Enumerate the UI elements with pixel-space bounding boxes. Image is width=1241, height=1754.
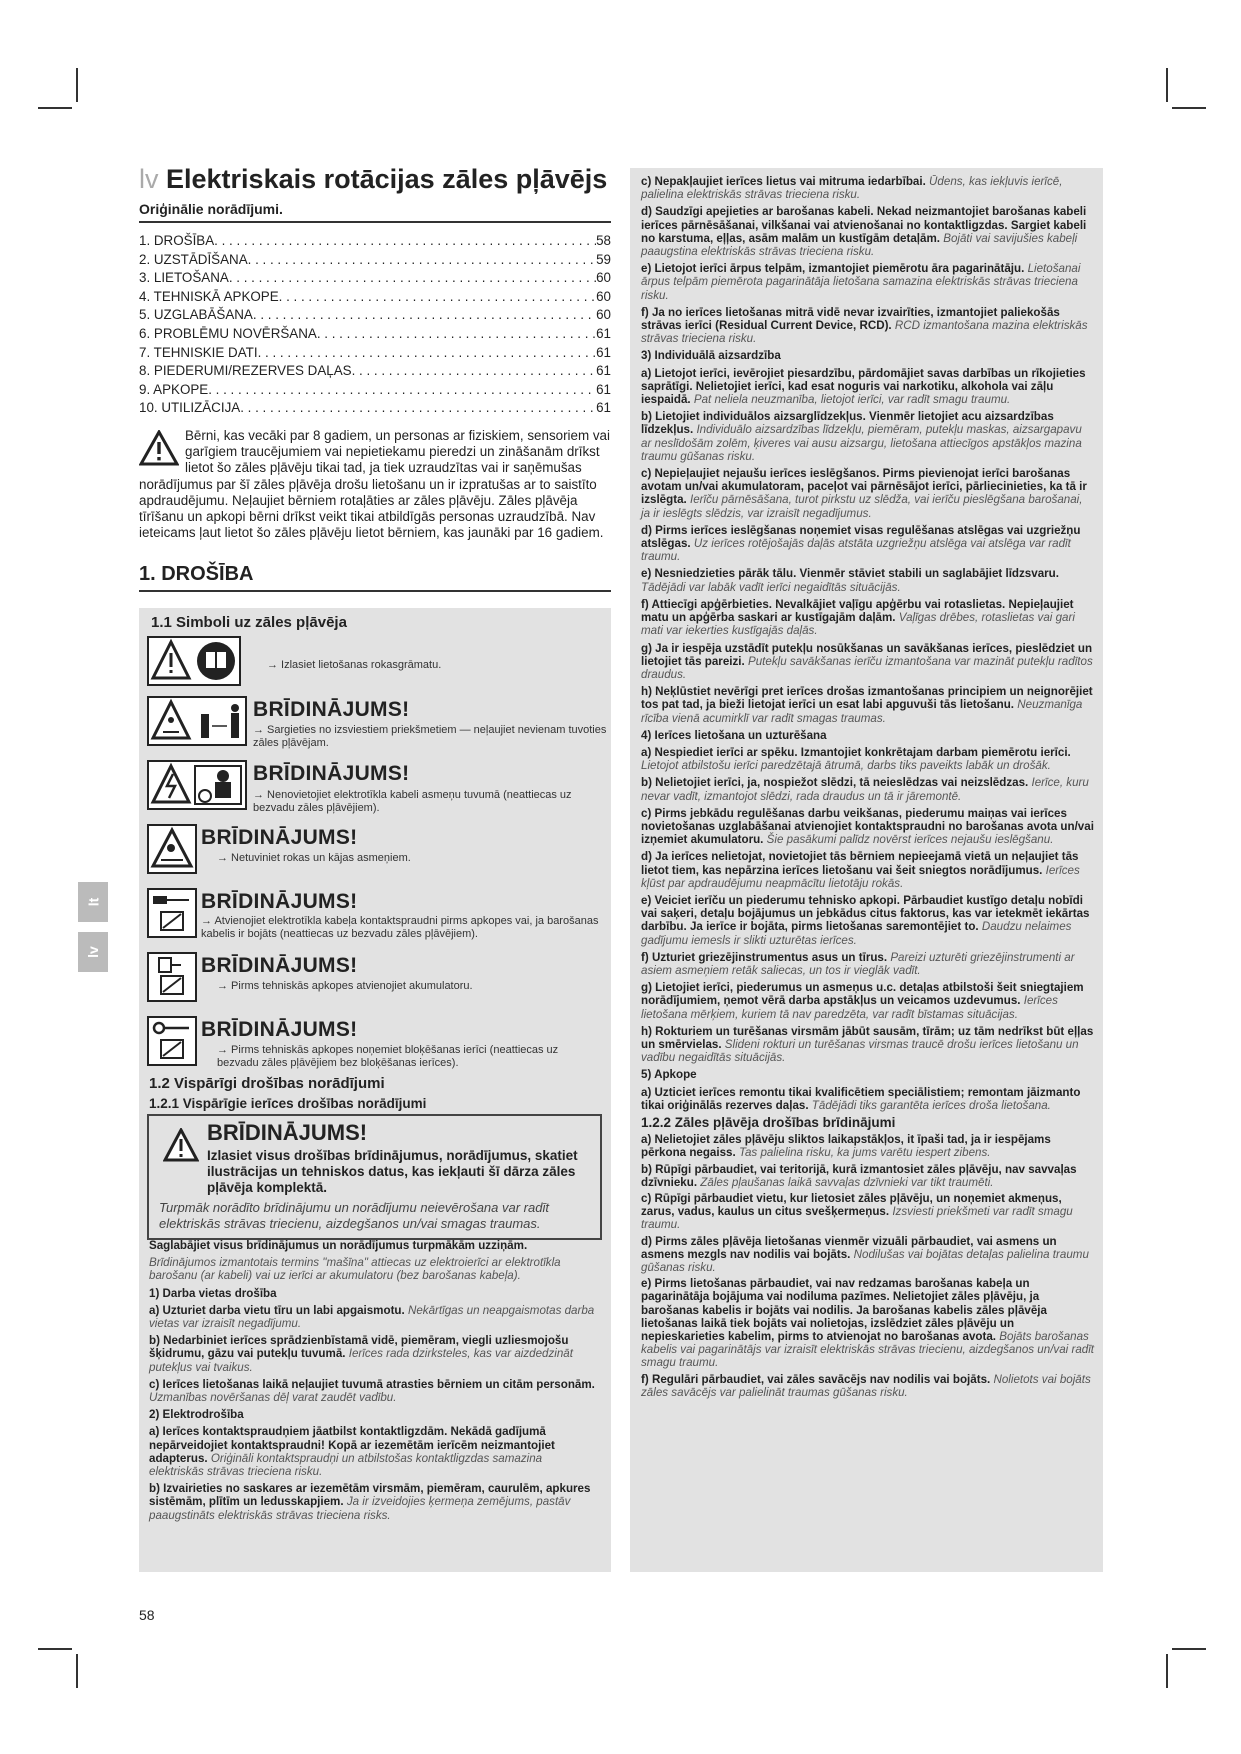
- lang-tab-lt[interactable]: lt: [78, 882, 108, 922]
- paragraph: [641, 1086, 1094, 1112]
- toc-label: 5. UZGLABĀŠANA: [139, 307, 253, 323]
- paragraph-bold: d) Saudzīgi apejieties ar barošanas kabeli. Nekad neizmantojiet barošanas kabeli ierīces pārnēsāšanai, vilkšanai vai atvienošanai no kontaktligzdas. Sargiet kabeli no karstuma, eļļas, asām malām un kustīgām detaļām.: [641, 205, 1087, 245]
- paragraph-italic: Nodilušas vai bojātas detaļas palielina traumu gūšanas risku.: [641, 1247, 1089, 1275]
- paragraph: [149, 1425, 599, 1478]
- paragraph: [641, 746, 1094, 772]
- paragraph: [149, 1334, 599, 1374]
- toc-leader: [229, 269, 596, 288]
- crop-mark: [76, 68, 78, 102]
- paragraph-italic: Slideni rokturi un turēšanas virsmas traucē drošu ierīces lietošanu un vadību negaidītās situācijās.: [641, 1037, 1079, 1065]
- subheading-general: 1.2 Vispārīgi drošības norādījumi: [149, 1075, 385, 1092]
- paragraph: [641, 367, 1094, 407]
- paragraph-italic: Nolietots vai bojāts zāles savācējs var palielināt traumas gūšanas risku.: [641, 1372, 1091, 1399]
- paragraph: [641, 349, 1094, 362]
- paragraph-bold: Saglabājiet visus brīdinājumus un norādījumus turpmākām uzziņām.: [149, 1239, 528, 1252]
- symbol-battery: [147, 952, 197, 1002]
- paragraph-bold: g) Lietojiet ierīci, piederumus un asmeņus u.c. detaļas atbilstoši šeit sniegtajiem norādījumiem, ņemot vērā darba apstākļus un veicamos uzdevumus.: [641, 981, 1084, 1008]
- paragraph-bold: e) Pirms lietošanas pārbaudiet, vai nav redzamas barošanas kabeļa un pagarinātāja bojājuma vai nodiluma pazīmes. Nelietojiet zāles pļāvēju, ja barošanas kabelis ir bojāts vai nodilis. Ja barošanas kabelis zāles pļāvēja lietošanas laikā tiek bojāts vai nolietojas, izslēdziet zāles pļāvēju un nepieskarieties kabelim, pirms to atvienojat no barošanas avota.: [641, 1277, 1047, 1344]
- toc-page: 61: [596, 325, 611, 341]
- paragraph: [641, 776, 1094, 802]
- toc-page: 59: [596, 251, 611, 267]
- paragraph-bold: c) Nepakļaujiet ierīces lietus vai mitruma iedarbībai.: [641, 175, 926, 188]
- paragraph: [641, 410, 1094, 463]
- paragraph-italic: Bojāts barošanas kabelis vai pagarinātājs var izraisīt elektriskās strāvas triecienu, aizdegšanos un/vai radīt smagu traumu.: [641, 1330, 1095, 1370]
- crop-mark: [1166, 68, 1168, 102]
- symbol-cable-blades: [147, 760, 247, 810]
- warning-title: BRĪDINĀJUMS!: [253, 762, 410, 785]
- paragraph-italic: Neuzmanīga rīcība vienā acumirklī var radīt smagas traumas.: [641, 698, 1083, 725]
- paragraph-italic: Ierīces lietošana mērķiem, kuriem tā nav paredzēta, var radīt bīstamas situācijas.: [641, 994, 1058, 1021]
- paragraph-bold: b) Izvairieties no saskares ar iezemētām virsmām, piemēram, caurulēm, apkures sistēmām, plītīm un ledusskapjiem.: [149, 1482, 591, 1509]
- toc-label: 2. UZSTĀDĪŠANA: [139, 251, 248, 267]
- symbol-text: → Nenovietojiet elektrotīkla kabeli asmeņu tuvumā (neattiecas uz bezvadu zāles pļāvējiem).: [253, 789, 572, 814]
- paragraph-bold: 5) Apkope: [641, 1068, 697, 1082]
- toc-label: 8. PIEDERUMI/REZERVES DAĻAS: [139, 363, 352, 379]
- paragraph: [641, 642, 1094, 682]
- paragraph-bold: b) Nedarbiniet ierīces sprādzienbīstamā vidē, piemēram, viegli uzliesmojošu šķidrumu, gāzu vai putekļu tuvumā.: [149, 1334, 569, 1361]
- paragraph-bold: a) Lietojot ierīci, ievērojiet piesardzību, pārdomājiet savas darbības un rīkojieties saprātīgi. Nelietojiet ierīci, kad esat noguris vai narkotiku, alkohola vai zāļu iespaidā.: [641, 366, 1086, 407]
- paragraph-italic: Vaļīgas drēbes, rotaslietas vai gari mati var iekerties kustīgajās daļās.: [641, 611, 1075, 638]
- paragraph: [641, 1373, 1094, 1399]
- toc-entry[interactable]: [139, 306, 611, 325]
- paragraph-italic: Uzmanības novēršanas dēļ varat zaudēt vadību.: [149, 1391, 397, 1405]
- paragraph: [641, 567, 1094, 593]
- symbol-text: → Izlasiet lietošanas rokasgrāmatu.: [267, 659, 442, 671]
- toc-leader: [253, 306, 596, 325]
- paragraph: [641, 598, 1094, 638]
- paragraph-bold: f) Ja no ierīces lietošanas mitrā vidē nevar izvairīties, izmantojiet paliekošās strāvas ierīci (Residual Current Device, RCD).: [641, 305, 1060, 333]
- paragraph: [641, 981, 1094, 1021]
- paragraph: [641, 306, 1094, 346]
- warning-title: BRĪDINĀJUMS!: [201, 826, 358, 849]
- paragraph-italic: Ierīces kļūst par apdraudējumu neapmācītu lietotāju rokās.: [641, 863, 1080, 890]
- paragraph-italic: Lietojot atbilstošu ierīci paredzētajā ātrumā, darbs tiks paveikts labāk un drošāk.: [641, 759, 1051, 773]
- paragraph-bold: b) Lietojiet individuālos aizsarglīdzekļus. Vienmēr lietojiet acu aizsardzības līdzekļus.: [641, 410, 1054, 437]
- paragraph: [149, 1482, 599, 1522]
- toc-entry[interactable]: [139, 381, 611, 400]
- lang-code: lv: [139, 164, 159, 194]
- paragraph-bold: 1) Darba vietas drošība: [149, 1286, 277, 1300]
- paragraph-italic: Tādējādi var labāk vadīt ierīci negaidītās situācijās.: [641, 580, 901, 594]
- subtitle: Oriģinālie norādījumi.: [139, 201, 611, 223]
- paragraph: [641, 1025, 1094, 1065]
- paragraph-bold: a) Uzticiet ierīces remontu tikai kvalificētiem speciālistiem; remontam jāizmanto tikai oriģinālās rezerves daļas.: [641, 1085, 1081, 1112]
- paragraph: [641, 894, 1094, 947]
- warning-title: BRĪDINĀJUMS!: [201, 890, 358, 913]
- paragraph-bold: e) Nesniedzieties pārāk tālu. Vienmēr stāviet stabili un saglabājiet līdzsvaru.: [641, 567, 1059, 581]
- subheading-symbols: 1.1 Simboli uz zāles pļāvēja: [151, 614, 347, 631]
- symbol-unplug: [147, 888, 197, 938]
- symbol-text: → Pirms tehniskās apkopes noņemiet bloķēšanas ierīci (neattiecas uz bezvadu zāles pļāvējiem bez bloķēšanas ierīces).: [217, 1044, 559, 1069]
- symbol-thrown-objects: [147, 696, 247, 746]
- paragraph-bold: c) Rūpīgi pārbaudiet vietu, kur lietosiet zāles pļāvēju, un noņemiet akmeņus, zarus, vadus, kaulus un citus svešķermeņus.: [641, 1192, 1062, 1219]
- paragraph-bold: d) Ja ierīces nelietojat, novietojiet tās bērniem nepieejamā vietā un neļaujiet tās lietot tiem, kas nepārzina ierīces lietošanu vai šeit sniegtos norādījumus.: [641, 850, 1079, 877]
- paragraph-bold: d) Pirms zāles pļāvēja lietošanas vienmēr vizuāli pārbaudiet, vai asmens un asmens mezgls nav nodilis vai bojāts.: [641, 1234, 1057, 1261]
- toc-entry[interactable]: [139, 325, 611, 344]
- toc-page: 61: [596, 344, 611, 360]
- toc-page: 60: [596, 307, 611, 323]
- paragraph-italic: Šie pasākumi palīdz novērst ierīces nejaušu ieslēgšanu.: [766, 833, 1054, 847]
- paragraph-italic: Oriģināli kontaktspraudņi un atbilstošas kontaktligzdas samazina elektriskās strāvas trieciena risku.: [149, 1451, 543, 1479]
- title-text: Elektriskais rotācijas zāles pļāvējs: [166, 164, 608, 194]
- toc-label: 7. TEHNISKIE DATI: [139, 344, 258, 360]
- paragraph-bold: c) Ierīces lietošanas laikā neļaujiet tuvumā atrasties bērniem un citām personām.: [149, 1377, 595, 1391]
- warning-title: BRĪDINĀJUMS!: [253, 698, 410, 721]
- toc-entry[interactable]: [139, 399, 611, 418]
- paragraph-bold: e) Lietojot ierīci ārpus telpām, izmantojiet piemērotu āra pagarinātāju.: [641, 262, 1025, 276]
- paragraph-bold: g) Ja ir iespēja uzstādīt putekļu nosūkšanas un savākšanas ierīces, pieslēdziet un lietojiet tās pareizi.: [641, 641, 1093, 668]
- paragraph-bold: 3) Individuālā aizsardzība: [641, 349, 781, 363]
- warning-icon: [163, 1128, 199, 1162]
- paragraph-bold: 4) Ierīces lietošana un uzturēšana: [641, 728, 827, 742]
- paragraph: [641, 262, 1094, 302]
- warning-icon: [139, 430, 179, 466]
- toc-page: 61: [596, 381, 611, 397]
- paragraph: [641, 205, 1094, 258]
- paragraph-italic: Uz ierīces rotējošajās daļās atstāta uzgriežņu atslēga vai atslēga var radīt traumu.: [641, 537, 1071, 564]
- paragraph-bold: 2) Elektrodrošība: [149, 1408, 244, 1422]
- paragraph-bold: b) Rūpīgi pārbaudiet, vai teritorijā, kurā izmantosiet zāles pļāvēju, nav savvaļas dzīvnieku.: [641, 1162, 1077, 1189]
- paragraph-italic: Bojāti vai savijušies kabeļi paaugstina elektriskās strāvas trieciena risku.: [641, 231, 1078, 259]
- children-warning-text: Bērni, kas vecāki par 8 gadiem, un personas ar fiziskiem, sensoriem vai garīgiem traucējumiem vai nepietiekamu pieredzi un zināšanām drīkst lietot šo zāles pļāvēju tikai tad, ja tiek uzraudzītas vai ir saņēmušas norādījumus par šī zāles pļāvēja drošu lietošanu un ir izpratušas ar to saistīto apdraudējumu. Neļaujiet bērniem rotaļāties ar zāles pļāvēju. Zāles pļāvēja tīrīšanu un apkopi bērni drīkst veikt tikai atbildīgās personas uzraudzībā. Nav ieteicams ļaut lietot šo zāles pļāvēju lietot bērniem, kas jaunāki par 16 gadiem.: [139, 427, 610, 541]
- toc-leader: [248, 251, 596, 270]
- toc-page: 61: [596, 400, 611, 416]
- symbol-text: → Atvienojiet elektrotīkla kabeļa kontaktspraudni pirms apkopes vai, ja barošanas kabelis ir bojāts (neattiecas uz bezvadu zāles pļāvējiem).: [201, 915, 599, 940]
- section-heading: 1. DROŠĪBA: [139, 563, 611, 592]
- paragraph-italic: Ūdens, kas iekļuvis ierīcē, palielina elektriskās strāvas trieciena risku.: [641, 175, 1063, 202]
- toc-entry[interactable]: [139, 362, 611, 381]
- toc-leader: [352, 362, 597, 381]
- paragraph-bold: h) Rokturiem un turēšanas virsmām jābūt sausām, tīrām; uz tām nedrīkst būt eļļas un smērvielas.: [641, 1024, 1094, 1051]
- children-warning: [139, 428, 611, 541]
- symbol-text: → Pirms tehniskās apkopes atvienojiet akumulatoru.: [217, 980, 473, 992]
- paragraph-italic: Pareizi uzturēti griezējinstrumenti ar asiem asmeņiem retāk saliecas, un tos ir vieglāk vadīt.: [641, 950, 1075, 977]
- crop-mark: [1166, 1654, 1168, 1688]
- paragraph: [149, 1408, 599, 1421]
- symbol-text: → Sargieties no izsviestiem priekšmetiem — neļaujiet nevienam tuvoties zāles pļāvējam.: [253, 724, 607, 749]
- paragraph-italic: Individuālo aizsardzības līdzekļu, piemēram, putekļu maskas, aizsargapavu ar neslīdošām zolēm, ķiveres vai ausu aizsargu, lietošana attiecīgos apstākļos mazina traumu gūšanas risku.: [641, 423, 1082, 463]
- toc-entry[interactable]: [139, 232, 611, 251]
- toc-page: 61: [596, 363, 611, 379]
- safety-panel-right: [630, 168, 1103, 1572]
- paragraph-italic: Lietošanai ārpus telpām piemērota pagarinātāja lietošana samazina elektriskās strāvas trieciena risku.: [641, 262, 1081, 302]
- paragraph: [641, 1163, 1094, 1189]
- warning-title: BRĪDINĀJUMS!: [201, 1018, 358, 1041]
- toc-leader: [240, 399, 596, 418]
- symbol-text: → Netuviniet rokas un kājas asmeņiem.: [217, 852, 411, 864]
- left-column: [139, 163, 611, 592]
- warning-title: BRĪDINĀJUMS!: [207, 1120, 368, 1145]
- toc-label: 9. APKOPE: [139, 381, 209, 397]
- symbol-key: [147, 1016, 197, 1066]
- paragraph: [641, 951, 1094, 977]
- toc-leader: [317, 325, 596, 344]
- crop-mark: [76, 1654, 78, 1688]
- paragraph-bold: d) Pirms ierīces ieslēgšanas noņemiet visas regulēšanas atslēgas vai uzgriežņu atslēgas.: [641, 523, 1081, 551]
- paragraph: [641, 729, 1094, 742]
- subheading-general-device: 1.2.1 Vispārīgie ierīces drošības norādījumi: [149, 1096, 427, 1111]
- toc-page: 60: [596, 270, 611, 286]
- toc-label: 10. UTILIZĀCIJA: [139, 400, 241, 416]
- toc-label: 3. LIETOŠANA: [139, 270, 229, 286]
- paragraph: [641, 1133, 1094, 1159]
- paragraph: [641, 467, 1094, 520]
- left-body-text: [149, 1239, 599, 1526]
- paragraph: [149, 1378, 599, 1404]
- toc-entry[interactable]: [139, 344, 611, 363]
- page-title: [139, 163, 611, 195]
- page-number: 58: [139, 1607, 155, 1623]
- toc-leader: [258, 344, 597, 363]
- paragraph-italic: Tas palielina risku, ka jums varētu iespert zibens.: [738, 1146, 991, 1160]
- toc-entry[interactable]: [139, 269, 611, 288]
- toc-entry[interactable]: [139, 251, 611, 270]
- table-of-contents: [139, 232, 611, 418]
- paragraph-italic: Izsviesti priekšmeti var radīt smagu traumu.: [641, 1205, 1073, 1232]
- paragraph-bold: c) Pirms jebkādu regulēšanas darbu veikšanas, piederumu maiņas vai ierīces novietošanas uzglabāšanai atvienojiet kontaktspraudni no barošanas avota un/vai izņemiet akumulatoru.: [641, 806, 1094, 847]
- paragraph: [149, 1239, 599, 1252]
- toc-label: 6. PROBLĒMU NOVĒRŠANA: [139, 325, 317, 341]
- paragraph-bold: a) Uzturiet darba vietu tīru un labi apgaismotu.: [149, 1303, 405, 1317]
- paragraph-italic: Tādējādi tiks garantēta ierīces droša lietošana.: [811, 1098, 1051, 1112]
- toc-label: 4. TEHNISKĀ APKOPE: [139, 288, 279, 304]
- paragraph-bold: e) Veiciet ierīču un piederumu tehnisko apkopi. Pārbaudiet kustīgo detaļu nobīdi vai saķeri, detaļu bojājumus un jebkādus citus faktorus, kas var ietekmēt iekārtas darbību. Ja ierīce ir bojāta, pirms lietošanas saremontējiet to.: [641, 893, 1090, 934]
- paragraph: [641, 850, 1094, 890]
- toc-page: 60: [596, 288, 611, 304]
- toc-page: 58: [596, 233, 611, 248]
- paragraph: [641, 175, 1094, 201]
- paragraph: [641, 524, 1094, 564]
- warning-body: Izlasiet visus drošības brīdinājumus, norādījumus, skatiet ilustrācijas un tehniskos datus, kas iekļauti šī dārza zāles pļāvēja komplektā.: [207, 1148, 578, 1195]
- paragraph-italic: Putekļu savākšanas ierīču izmantošana var mazināt putekļu radītos draudus.: [641, 654, 1093, 681]
- subheading-mower: 1.2.2 Zāles pļāvēja drošības brīdinājumi: [641, 1115, 896, 1130]
- paragraph-italic: Nekārtīgas un neapgaismotas darba vietas var izraisīt negadījumu.: [149, 1303, 595, 1331]
- paragraph-bold: f) Attiecīgi apģērbieties. Nevalkājiet vaļīgu apģērbu vai rotaslietas. Nepieļaujiet matu un apģērba saskari ar kustīgajām daļām.: [641, 597, 1074, 625]
- paragraph-italic: Ja ir izveidojies ķermeņa zemējums, pastāv paaugstināts elektriskās strāvas trieciena risks.: [149, 1495, 571, 1522]
- paragraph: [641, 1068, 1094, 1081]
- toc-label: 1. DROŠĪBA: [139, 233, 215, 248]
- paragraph-italic: Pat neliela neuzmanība, lietojot ierīci, var radīt smagu traumu.: [693, 393, 1011, 407]
- lang-tab-lv[interactable]: lv: [78, 932, 108, 972]
- paragraph: [149, 1287, 599, 1300]
- paragraph-bold: f) Uzturiet griezējinstrumentus asus un tīrus.: [641, 950, 888, 964]
- paragraph-bold: c) Nepieļaujiet nejaušu ierīces ieslēgšanos. Pirms pievienojat ierīci barošanas avotam un/vai akumulatoram, paceļot vai pārnēsājot ierīci, pārliecinieties, ka tā ir izslēgta.: [641, 467, 1087, 507]
- crop-mark: [1172, 107, 1206, 109]
- paragraph-bold: a) Ierīces kontaktspraudņiem jāatbilst kontaktligzdām. Nekādā gadījumā nepārveidojiet kontaktspraudni! Kopā ar iezemētām ierīcēm neizmantojiet adapterus.: [149, 1425, 555, 1465]
- toc-leader: [208, 381, 596, 400]
- crop-mark: [38, 107, 72, 109]
- paragraph: [149, 1256, 599, 1282]
- toc-leader: [214, 232, 596, 251]
- toc-leader: [279, 288, 596, 307]
- warning-italic: Turpmāk norādīto brīdinājumu un norādījumu neievērošana var radīt elektriskās strāvas triecienu, aizdegšanos un/vai smagas traumas.: [159, 1200, 549, 1231]
- paragraph: [641, 1192, 1094, 1232]
- symbol-hands-feet: [147, 824, 197, 874]
- paragraph: [641, 685, 1094, 725]
- crop-mark: [1172, 1648, 1206, 1650]
- right-body-text: [641, 175, 1094, 1402]
- paragraph-italic: Brīdinājumos izmantotais termins "mašīna" attiecas uz elektroierīci ar elektrotīkla barošanu (ar kabeli) vai uz ierīci ar akumulatoru (bez barošanas kabeļa).: [149, 1256, 561, 1283]
- crop-mark: [38, 1648, 72, 1650]
- paragraph-italic: RCD izmantošana mazina elektriskās strāvas trieciena risku.: [641, 319, 1088, 346]
- main-warning-box: [147, 1114, 602, 1240]
- paragraph-bold: b) Nelietojiet ierīci, ja, nospiežot slēdzi, tā neieslēdzas vai neizslēdzas.: [641, 776, 1029, 790]
- paragraph-italic: Zāles pļaušanas laikā savvaļas dzīvnieki var tikt traumēti.: [700, 1175, 994, 1189]
- paragraph-bold: f) Regulāri pārbaudiet, vai zāles savācējs nav nodilis vai bojāts.: [641, 1372, 991, 1386]
- warning-title: BRĪDINĀJUMS!: [201, 954, 358, 977]
- paragraph-bold: h) Neķlūstiet nevērīgi pret ierīces drošas izmantošanas principiem un neignorējiet tos pat tad, ja bieži lietojat ierīci un esat labi apguvuši tās lietošanu.: [641, 685, 1093, 712]
- paragraph-italic: Ierīces rada dzirksteles, kas var aizdedzināt putekļus vai tvaikus.: [149, 1347, 573, 1374]
- paragraph-italic: Ierīce, kuru nevar vadīt, izmantojot slēdzi, rada draudus un tā ir jāremontē.: [641, 776, 1089, 803]
- paragraph-bold: a) Nelietojiet zāles pļāvēju sliktos laikapstākļos, it īpaši tad, ja ir iespējams pērkona negaiss.: [641, 1133, 1051, 1160]
- toc-entry[interactable]: [139, 288, 611, 307]
- symbol-read-manual: [147, 636, 241, 686]
- paragraph: [641, 1235, 1094, 1275]
- paragraph: [641, 1277, 1094, 1369]
- paragraph-italic: Ierīču pārnēsāšana, turot pirkstu uz slēdža, vai ierīču pieslēgšana barošanai, ja ir ieslēgts slēdzis, var izraisīt negadījumus.: [641, 493, 1083, 520]
- paragraph: [641, 807, 1094, 847]
- paragraph-bold: a) Nespiediet ierīci ar spēku. Izmantojiet konkrētajam darbam piemērotu ierīci.: [641, 745, 1071, 759]
- paragraph: [149, 1304, 599, 1330]
- paragraph-italic: Daudzu nelaimes gadījumu iemesls ir slikti uzturētas ierīces.: [641, 920, 1072, 947]
